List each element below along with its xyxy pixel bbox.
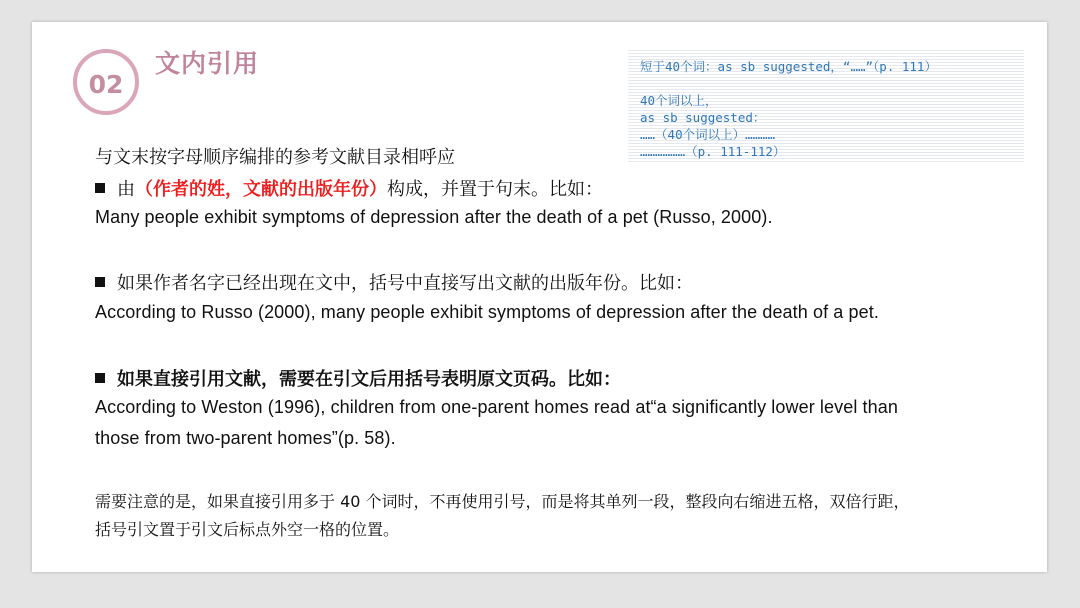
rule-1-suffix: 构成，并置于句末。比如：: [387, 179, 603, 200]
note-line-long-body: ……（40个词以上）…………: [640, 127, 776, 142]
intro-text: 与文末按字母顺序编排的参考文献目录相呼应: [95, 147, 455, 168]
rule-2-example: According to Russo (2000), many people exhibit symptoms of depression after the death of a pet.: [95, 302, 879, 322]
rule-3-example-line-1: According to Weston (1996), children from one-parent homes read at“a significantly lower level than: [95, 397, 898, 417]
rule-1-prefix: 由: [117, 179, 135, 200]
note-box: [628, 48, 1024, 164]
bullet-icon: [95, 183, 105, 193]
note-line-long-lead: as sb suggested：: [640, 110, 766, 125]
footnote-line-2: 括号引文置于引文后标点外空一格的位置。: [95, 520, 400, 539]
rule-2-text: 如果作者名字已经出现在文中，括号中直接写出文献的出版年份。比如：: [117, 273, 693, 294]
rule-1-example: Many people exhibit symptoms of depression after the death of a pet (Russo, 2000).: [95, 207, 773, 227]
footnote-line-1: 需要注意的是，如果直接引用多于 40 个词时，不再使用引号，而是将其单列一段，整段向右缩进五格，双倍行距，: [95, 492, 910, 511]
rule-3-example-line-2: those from two-parent homes”(p. 58).: [95, 428, 396, 448]
bullet-icon: [95, 373, 105, 383]
rule-1-highlight: （作者的姓，文献的出版年份）: [135, 179, 387, 200]
section-number-badge: [73, 49, 139, 115]
slide: [32, 22, 1047, 572]
rule-3-text: 如果直接引用文献，需要在引文后用括号表明原文页码。比如：: [117, 369, 621, 390]
rule-3: [95, 365, 621, 391]
note-line-short-quote: 短于40个词：as sb suggested，“……”（p. 111）: [640, 59, 937, 74]
section-number: 02: [88, 69, 124, 99]
section-title: 文内引用: [155, 49, 260, 78]
bullet-icon: [95, 277, 105, 287]
rule-1: [95, 175, 603, 201]
note-line-long-heading: 40个词以上，: [640, 93, 718, 108]
note-line-long-page: ………………（p. 111-112）: [640, 144, 786, 159]
rule-2: [95, 269, 693, 295]
